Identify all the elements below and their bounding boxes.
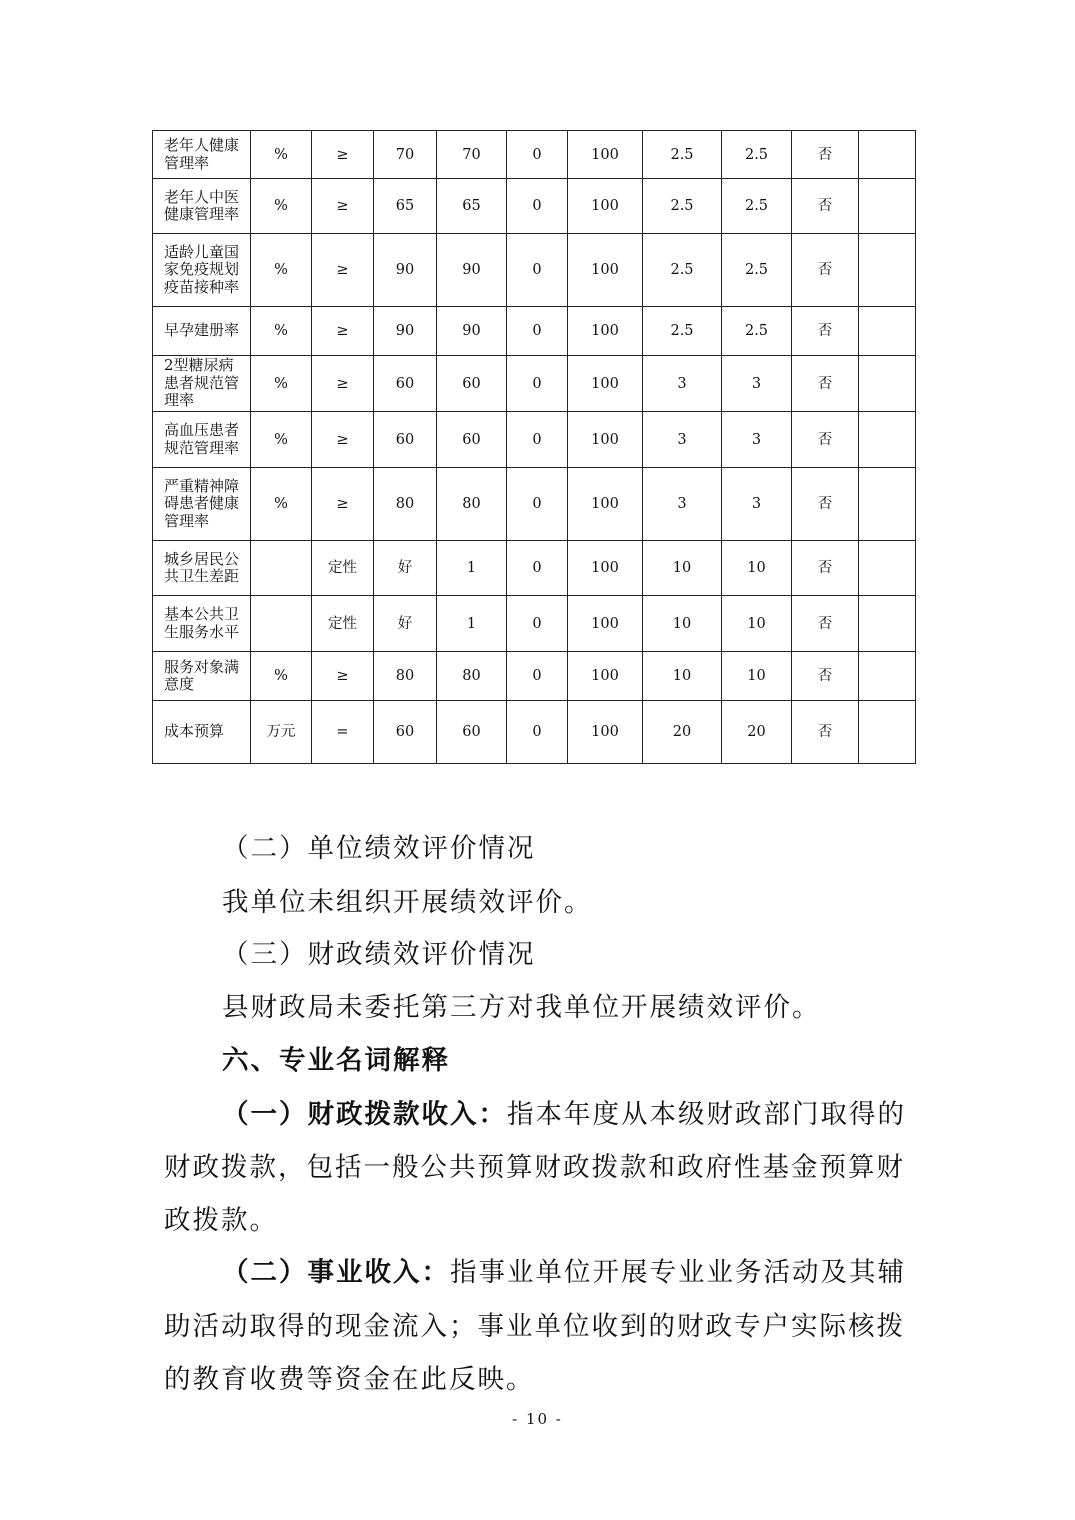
table-cell: 100: [568, 356, 643, 412]
table-cell: 70: [374, 131, 437, 179]
table-row: [153, 356, 916, 412]
table-cell: %: [251, 131, 312, 179]
table-body: [153, 131, 916, 764]
table-cell: 100: [568, 468, 643, 541]
table-cell: 100: [568, 596, 643, 652]
table-cell: [859, 541, 916, 596]
table-cell: 80: [437, 468, 507, 541]
table-cell: 100: [568, 307, 643, 356]
table-cell: [859, 412, 916, 468]
table-cell: 定性: [312, 541, 374, 596]
table-cell: 2.5: [643, 234, 722, 307]
table-cell: 3: [643, 468, 722, 541]
table-cell: 10: [643, 652, 722, 701]
table-cell: 10: [722, 541, 792, 596]
paragraph-unit-evaluation: 我单位未组织开展绩效评价。: [222, 887, 593, 918]
table-cell: 90: [374, 307, 437, 356]
table-cell: ≥: [312, 412, 374, 468]
table-cell: 60: [374, 701, 437, 764]
table-cell: %: [251, 307, 312, 356]
table-cell: 20: [643, 701, 722, 764]
table-cell: 60: [374, 412, 437, 468]
table-cell: =: [312, 701, 374, 764]
table-cell: 否: [792, 468, 859, 541]
heading-terms: 六、专业名词解释: [222, 1045, 450, 1076]
table-cell: ≥: [312, 652, 374, 701]
indicator-name-cell: 服务对象满 意度: [153, 652, 251, 701]
table-row: [153, 131, 916, 179]
table-cell: 否: [792, 652, 859, 701]
table-cell: [859, 652, 916, 701]
table-cell: [859, 179, 916, 234]
indicator-name-cell: 老年人健康 管理率: [153, 131, 251, 179]
table-cell: ≥: [312, 468, 374, 541]
table-cell: [859, 234, 916, 307]
table-cell: 2.5: [643, 131, 722, 179]
table-cell: 否: [792, 234, 859, 307]
table-cell: 0: [507, 412, 568, 468]
table-cell: 70: [437, 131, 507, 179]
table-cell: 否: [792, 596, 859, 652]
table-cell: 100: [568, 652, 643, 701]
table-cell: 0: [507, 179, 568, 234]
table-row: [153, 307, 916, 356]
table-cell: 60: [374, 356, 437, 412]
table-cell: 0: [507, 468, 568, 541]
table-cell: 0: [507, 541, 568, 596]
table-cell: 90: [437, 234, 507, 307]
table-cell: 否: [792, 412, 859, 468]
term1-text: 指本年度从本级财政部门取得的: [507, 1099, 906, 1130]
table-cell: [859, 307, 916, 356]
table-cell: 否: [792, 307, 859, 356]
table-cell: 10: [722, 652, 792, 701]
table-cell: 3: [722, 412, 792, 468]
table-cell: %: [251, 652, 312, 701]
table-row: [153, 541, 916, 596]
table-cell: 万元: [251, 701, 312, 764]
term1-line3: 政拨款。: [164, 1205, 278, 1236]
table-cell: 65: [374, 179, 437, 234]
table-cell: 0: [507, 307, 568, 356]
table-cell: 100: [568, 179, 643, 234]
heading-unit-evaluation: （二）单位绩效评价情况: [222, 833, 536, 864]
table-cell: 60: [437, 356, 507, 412]
table-cell: 0: [507, 652, 568, 701]
table-cell: 否: [792, 701, 859, 764]
table-cell: 20: [722, 701, 792, 764]
table-cell: 65: [437, 179, 507, 234]
table-row: [153, 701, 916, 764]
term2-line3: 的教育收费等资金在此反映。: [164, 1364, 535, 1395]
table-cell: [859, 131, 916, 179]
table-cell: [859, 356, 916, 412]
table-cell: 100: [568, 541, 643, 596]
indicator-name-cell: 严重精神障 碍患者健康 管理率: [153, 468, 251, 541]
table-cell: 否: [792, 541, 859, 596]
term2-text: 指事业单位开展专业业务活动及其辅: [450, 1257, 906, 1288]
table-cell: 60: [437, 412, 507, 468]
table-cell: %: [251, 179, 312, 234]
table-row: [153, 596, 916, 652]
table-cell: 100: [568, 701, 643, 764]
indicator-name-cell: 老年人中医 健康管理率: [153, 179, 251, 234]
table-row: [153, 234, 916, 307]
table-cell: [859, 596, 916, 652]
table-cell: ≥: [312, 234, 374, 307]
indicator-name-cell: 高血压患者 规范管理率: [153, 412, 251, 468]
table-cell: 1: [437, 596, 507, 652]
table-row: [153, 179, 916, 234]
table-cell: 0: [507, 131, 568, 179]
table-cell: [251, 596, 312, 652]
table-cell: ≥: [312, 131, 374, 179]
table-cell: 100: [568, 412, 643, 468]
table-cell: 2.5: [722, 179, 792, 234]
term2-line1: [222, 1250, 906, 1289]
table-cell: 60: [437, 701, 507, 764]
table-cell: 好: [374, 541, 437, 596]
table-row: [153, 412, 916, 468]
table-cell: [859, 701, 916, 764]
table-cell: %: [251, 468, 312, 541]
table-cell: 0: [507, 701, 568, 764]
table-cell: 否: [792, 356, 859, 412]
indicator-name-cell: 2型糖尿病 患者规范管 理率: [153, 356, 251, 412]
table-cell: 好: [374, 596, 437, 652]
table-row: [153, 468, 916, 541]
table-cell: 100: [568, 234, 643, 307]
heading-fiscal-evaluation: （三）财政绩效评价情况: [222, 939, 536, 970]
table-cell: 80: [374, 652, 437, 701]
table-cell: 2.5: [643, 179, 722, 234]
table-cell: %: [251, 356, 312, 412]
table-cell: ≥: [312, 307, 374, 356]
table-cell: ≥: [312, 356, 374, 412]
table-cell: [859, 468, 916, 541]
indicator-name-cell: 成本预算: [153, 701, 251, 764]
table-cell: 10: [643, 596, 722, 652]
term2-line2: 助活动取得的现金流入；事业单位收到的财政专户实际核拨: [164, 1311, 905, 1342]
term1-line2: 财政拨款，包括一般公共预算财政拨款和政府性基金预算财: [164, 1152, 905, 1183]
table-cell: 80: [437, 652, 507, 701]
table-cell: %: [251, 234, 312, 307]
table-cell: 10: [643, 541, 722, 596]
term2-label: （二）事业收入：: [222, 1257, 450, 1288]
paragraph-fiscal-evaluation: 县财政局未委托第三方对我单位开展绩效评价。: [222, 992, 821, 1023]
page-number: - 10 -: [512, 1410, 563, 1428]
table-cell: 2.5: [643, 307, 722, 356]
table-cell: 0: [507, 596, 568, 652]
table-cell: 否: [792, 179, 859, 234]
table-cell: 2.5: [722, 234, 792, 307]
table-cell: 10: [722, 596, 792, 652]
term1-line1: [222, 1092, 906, 1131]
table-row: [153, 652, 916, 701]
table-cell: 定性: [312, 596, 374, 652]
table-cell: 3: [643, 356, 722, 412]
table-cell: 3: [722, 468, 792, 541]
table-cell: 80: [374, 468, 437, 541]
table-cell: 90: [374, 234, 437, 307]
indicator-name-cell: 基本公共卫 生服务水平: [153, 596, 251, 652]
table-cell: %: [251, 412, 312, 468]
table-cell: 3: [643, 412, 722, 468]
table-cell: 100: [568, 131, 643, 179]
table-cell: 2.5: [722, 307, 792, 356]
table-cell: 2.5: [722, 131, 792, 179]
table-cell: 90: [437, 307, 507, 356]
indicator-name-cell: 适龄儿童国 家免疫规划 疫苗接种率: [153, 234, 251, 307]
table-cell: ≥: [312, 179, 374, 234]
indicator-name-cell: 城乡居民公 共卫生差距: [153, 541, 251, 596]
indicator-name-cell: 早孕建册率: [153, 307, 251, 356]
performance-indicator-table: [152, 130, 916, 764]
table-cell: 1: [437, 541, 507, 596]
term1-label: （一）财政拨款收入：: [222, 1099, 507, 1130]
table-cell: 0: [507, 234, 568, 307]
table-cell: [251, 541, 312, 596]
table-cell: 0: [507, 356, 568, 412]
table-cell: 3: [722, 356, 792, 412]
table-cell: 否: [792, 131, 859, 179]
